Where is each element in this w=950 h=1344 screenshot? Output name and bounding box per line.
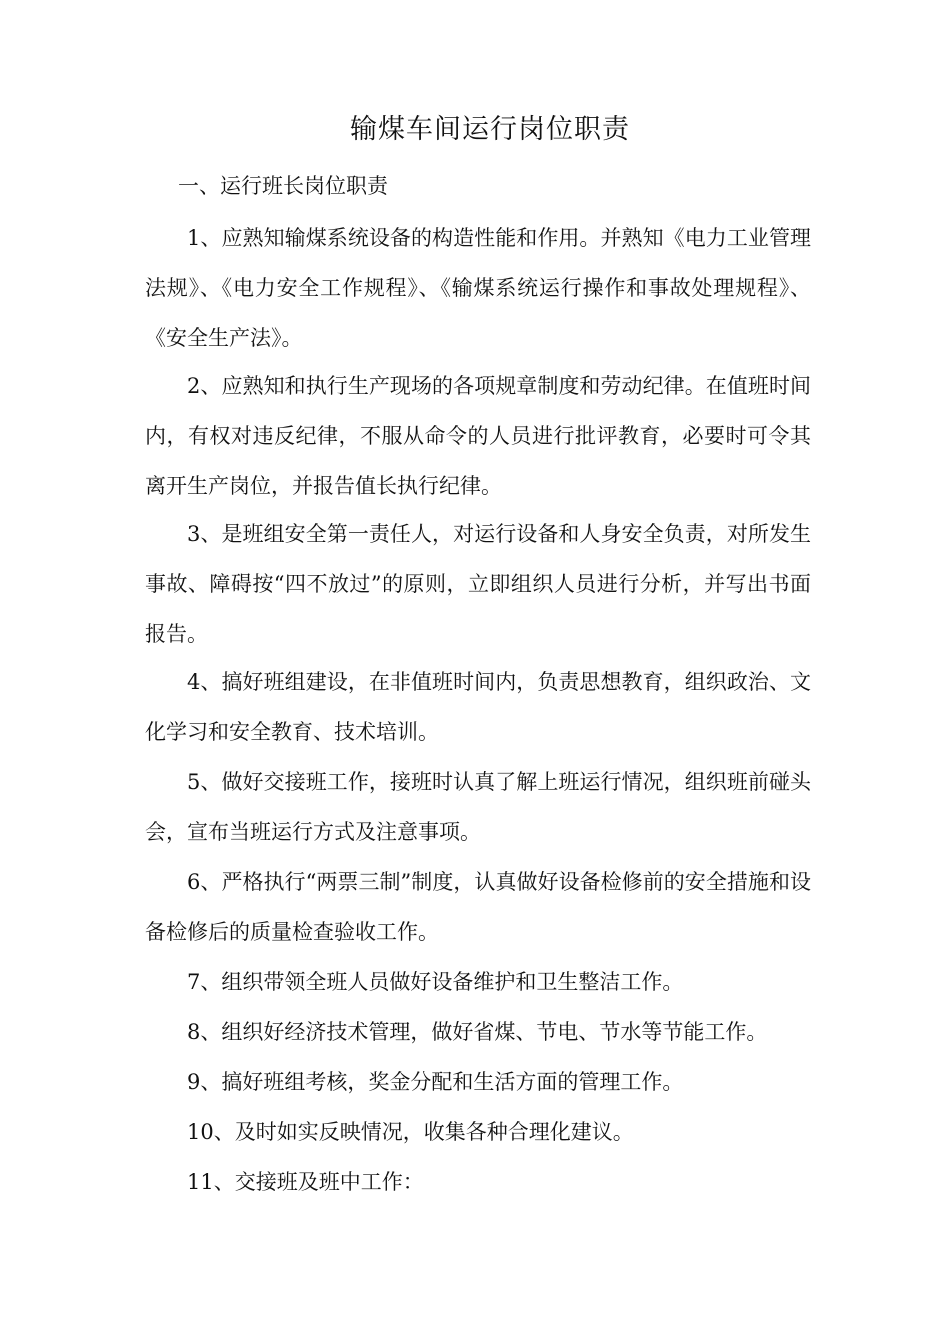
section-heading: 一、运行班长岗位职责	[178, 174, 388, 198]
paragraph-8: 8、组织好经济技术管理，做好省煤、节电、节水等节能工作。	[187, 1020, 768, 1044]
paragraph-6: 6、严格执行“两票三制”制度，认真做好设备检修前的安全措施和设备检修后的质量检查验收工作。	[145, 870, 811, 944]
paragraph-5: 5、做好交接班工作，接班时认真了解上班运行情况，组织班前碰头会，宣布当班运行方式及注意事项。	[145, 770, 811, 844]
paragraph-10: 10、及时如实反映情况，收集各种合理化建议。	[187, 1120, 634, 1144]
paragraph-11: 11、交接班及班中工作：	[187, 1170, 424, 1194]
paragraph-7: 7、组织带领全班人员做好设备维护和卫生整洁工作。	[187, 970, 684, 994]
paragraph-4: 4、搞好班组建设，在非值班时间内，负责思想教育，组织政治、文化学习和安全教育、技术培训。	[145, 670, 811, 744]
paragraph-2: 2、应熟知和执行生产现场的各项规章制度和劳动纪律。在值班时间内，有权对违反纪律，不服从命令的人员进行批评教育，必要时可令其离开生产岗位，并报告值长执行纪律。	[145, 374, 811, 498]
paragraph-1: 1、应熟知输煤系统设备的构造性能和作用。并熟知《电力工业管理法规》、《电力安全工作规程》、《输煤系统运行操作和事故处理规程》、《安全生产法》。	[145, 226, 811, 350]
paragraph-3: 3、是班组安全第一责任人，对运行设备和人身安全负责，对所发生事故、障碍按“四不放过”的原则，立即组织人员进行分析，并写出书面报告。	[145, 522, 811, 646]
paragraph-9: 9、搞好班组考核，奖金分配和生活方面的管理工作。	[187, 1070, 684, 1094]
document-title: 输煤车间运行岗位职责	[350, 114, 630, 145]
